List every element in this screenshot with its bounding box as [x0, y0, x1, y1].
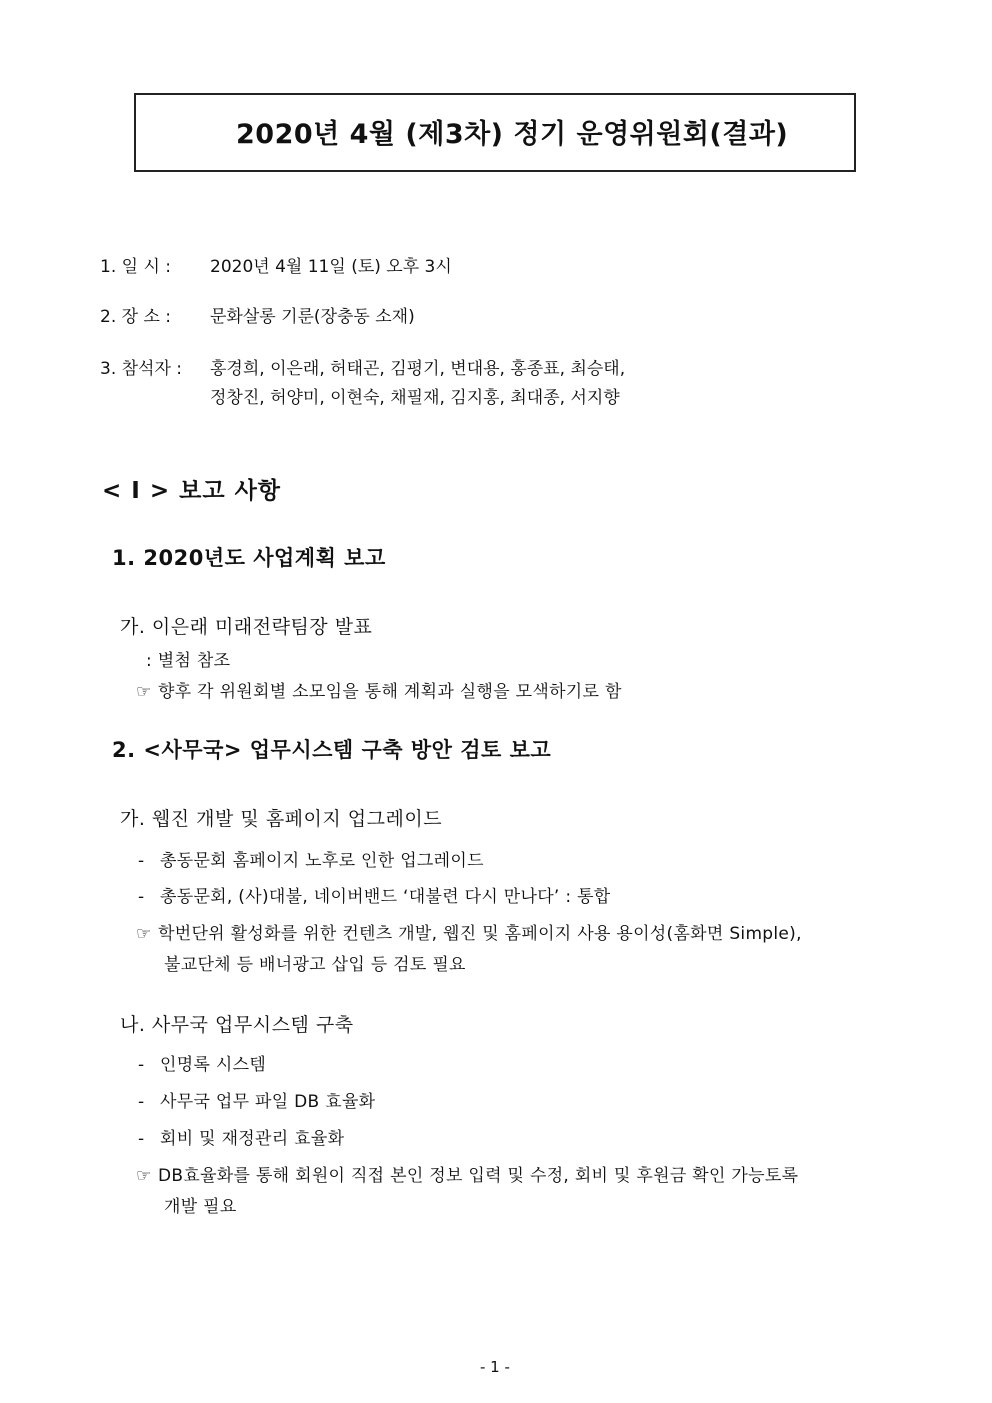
item2-sub-a-note-line1: ☞ 학번단위 활성화를 위한 컨텐츠 개발, 웹진 및 홈페이지 사용 용이성(홈화면 Simple),	[136, 924, 802, 944]
item2-sub-b-bullet3: - 회비 및 재정관리 효율화	[138, 1129, 345, 1149]
item2-sub-a-bullet1: - 총동문회 홈페이지 노후로 인한 업그레이드	[138, 851, 484, 871]
item1-sub-a-heading: 가. 이은래 미래전략팀장 발표	[120, 616, 373, 638]
hand-pointer-icon: ☞	[136, 682, 152, 702]
note-text: 향후 각 위원회별 소모임을 통해 계획과 실행을 모색하기로 함	[158, 682, 622, 702]
item2-sub-a-bullet2: - 총동문회, (사)대불, 네이버밴드 ‘대불련 다시 만나다’ : 통합	[138, 887, 611, 907]
hand-pointer-icon: ☞	[136, 924, 152, 944]
item2-sub-a-heading: 가. 웹진 개발 및 홈페이지 업그레이드	[120, 808, 443, 830]
place-value: 문화살롱 기룬(장충동 소재)	[210, 307, 415, 327]
item1-sub-a-note	[136, 677, 622, 702]
attendees-line2: 정창진, 허양미, 이현숙, 채필재, 김지홍, 최대종, 서지향	[210, 388, 620, 408]
place-label: 2. 장 소 :	[100, 307, 172, 327]
page-number: - 1 -	[480, 1358, 510, 1376]
attendees-line1: 홍경희, 이은래, 허태곤, 김평기, 변대용, 홍종표, 최승태,	[210, 359, 626, 379]
date-label: 1. 일 시 :	[100, 257, 172, 277]
item2-sub-b-note-line2: 개발 필요	[164, 1197, 237, 1217]
item2-heading: 2. <사무국> 업무시스템 구축 방안 검토 보고	[112, 738, 552, 762]
item2-sub-b-bullet2: - 사무국 업무 파일 DB 효율화	[138, 1092, 376, 1112]
item2-sub-a-note-line2: 불교단체 등 배너광고 삽입 등 검토 필요	[164, 955, 466, 975]
attendees-label: 3. 참석자 :	[100, 359, 183, 379]
document-title: 2020년 4월 (제3차) 정기 운영위원회(결과)	[236, 119, 789, 150]
item1-sub-a-line1: : 별첨 참조	[146, 651, 231, 671]
date-value: 2020년 4월 11일 (토) 오후 3시	[210, 257, 452, 277]
item2-sub-b-heading: 나. 사무국 업무시스템 구축	[120, 1014, 354, 1036]
item2-sub-b-note-line1: ☞ DB효율화를 통해 회원이 직접 본인 정보 입력 및 수정, 회비 및 후원금 확인 가능토록	[136, 1166, 799, 1186]
hand-pointer-icon: ☞	[136, 1166, 152, 1186]
item2-sub-b-bullet1: - 인명록 시스템	[138, 1055, 267, 1075]
item1-heading: 1. 2020년도 사업계획 보고	[112, 546, 386, 570]
section-heading-reports: < I > 보고 사항	[102, 478, 282, 504]
